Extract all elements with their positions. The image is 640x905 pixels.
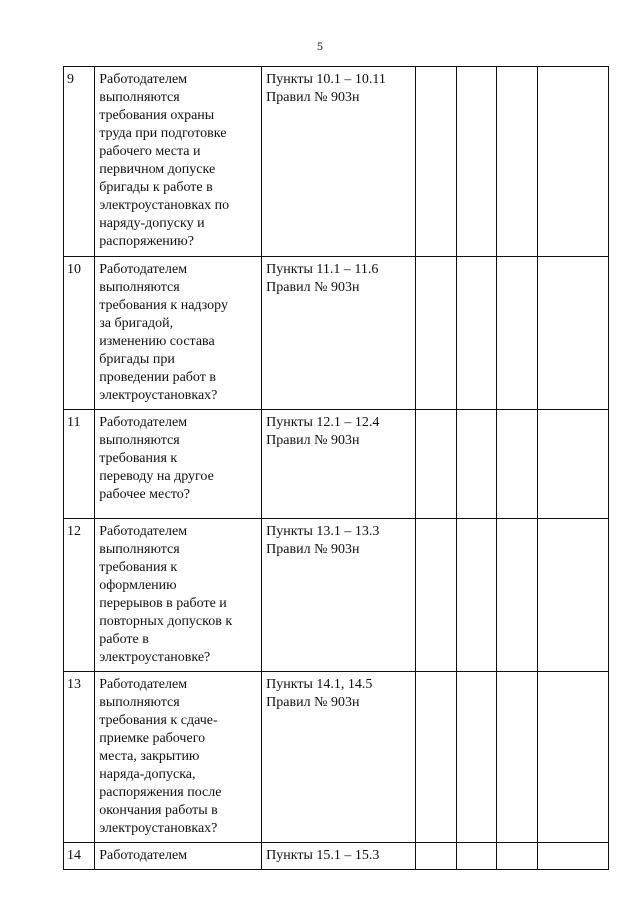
answer-cell-no[interactable] <box>457 257 497 410</box>
question-cell <box>95 257 262 410</box>
reference-text: Пункты 10.1 – 10.11 Правил № 903н <box>266 72 386 105</box>
notes-cell[interactable] <box>537 672 608 843</box>
table-row <box>64 257 609 410</box>
checklist-table <box>63 66 609 870</box>
question-text: Работодателем выполняются требования к оформлению перерывов в работе и повторных допусков к работе в электроустановке? <box>99 524 233 665</box>
answer-cell-no[interactable] <box>457 67 497 257</box>
question-cell <box>95 843 262 870</box>
answer-cell-yes[interactable] <box>416 257 457 410</box>
reference-text: Пункты 12.1 – 12.4 Правил № 903н <box>266 415 380 448</box>
answer-cell-no[interactable] <box>457 672 497 843</box>
answer-cell-yes[interactable] <box>416 519 457 672</box>
reference-text: Пункты 13.1 – 13.3 Правил № 903н <box>266 524 380 557</box>
row-number: 11 <box>64 410 95 519</box>
question-cell <box>95 67 262 257</box>
question-cell <box>95 410 262 519</box>
answer-cell-na[interactable] <box>496 519 537 672</box>
reference-cell <box>262 519 416 672</box>
question-text: Работодателем выполняются требования к переводу на другое рабочее место? <box>99 415 214 502</box>
answer-cell-yes[interactable] <box>416 410 457 519</box>
notes-cell[interactable] <box>537 843 608 870</box>
notes-cell[interactable] <box>537 257 608 410</box>
notes-cell[interactable] <box>537 519 608 672</box>
answer-cell-no[interactable] <box>457 519 497 672</box>
reference-text: Пункты 14.1, 14.5 Правил № 903н <box>266 677 373 710</box>
reference-cell <box>262 257 416 410</box>
answer-cell-na[interactable] <box>496 67 537 257</box>
reference-text: Пункты 15.1 – 15.3 <box>266 848 380 863</box>
table-row <box>64 519 609 672</box>
row-number: 14 <box>64 843 95 870</box>
question-text: Работодателем выполняются требования к надзору за бригадой, изменению состава бригады при проведении работ в электроустановках? <box>99 262 228 403</box>
answer-cell-yes[interactable] <box>416 67 457 257</box>
notes-cell[interactable] <box>537 67 608 257</box>
reference-cell <box>262 410 416 519</box>
question-text: Работодателем выполняются требования к сдаче- приемке рабочего места, закрытию наряда-допуска, распоряжения после окончания работы в электроустановках? <box>99 677 222 836</box>
answer-cell-na[interactable] <box>496 843 537 870</box>
reference-cell <box>262 67 416 257</box>
table-row <box>64 843 609 870</box>
row-number: 12 <box>64 519 95 672</box>
table-row <box>64 672 609 843</box>
answer-cell-na[interactable] <box>496 257 537 410</box>
reference-cell <box>262 843 416 870</box>
question-cell <box>95 519 262 672</box>
question-text: Работодателем выполняются требования охраны труда при подготовке рабочего места и первичном допуске бригады к работе в электроустановках по наряду-допуску и распоряжению? <box>99 72 230 249</box>
table-row <box>64 67 609 257</box>
question-text: Работодателем <box>99 848 188 863</box>
table-row <box>64 410 609 519</box>
row-number: 9 <box>64 67 95 257</box>
reference-text: Пункты 11.1 – 11.6 Правил № 903н <box>266 262 379 295</box>
answer-cell-yes[interactable] <box>416 672 457 843</box>
row-number: 10 <box>64 257 95 410</box>
answer-cell-yes[interactable] <box>416 843 457 870</box>
page-number: 5 <box>317 39 323 53</box>
answer-cell-na[interactable] <box>496 672 537 843</box>
reference-cell <box>262 672 416 843</box>
question-cell <box>95 672 262 843</box>
answer-cell-no[interactable] <box>457 410 497 519</box>
answer-cell-no[interactable] <box>457 843 497 870</box>
answer-cell-na[interactable] <box>496 410 537 519</box>
row-number: 13 <box>64 672 95 843</box>
notes-cell[interactable] <box>537 410 608 519</box>
